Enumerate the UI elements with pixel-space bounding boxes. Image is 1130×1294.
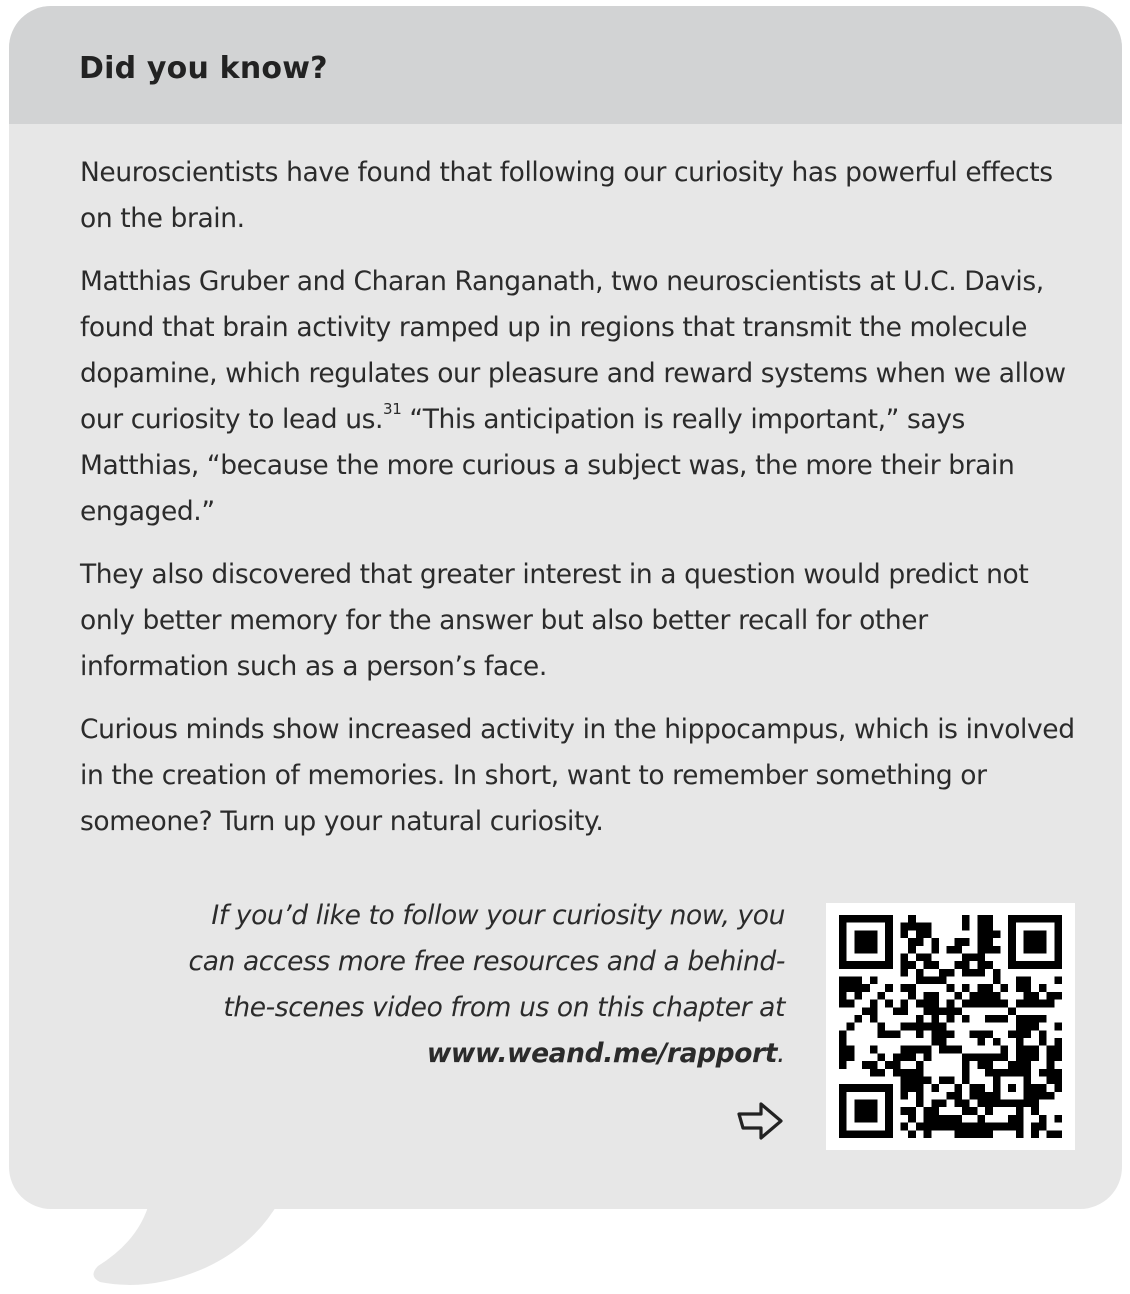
footnote-ref: 31 [383, 400, 402, 419]
right-arrow-icon [735, 1100, 785, 1142]
quote-text: “This anticipation is really important,” says Matthias, “because the more curious a subject was, the more their brain engaged.” [80, 404, 1015, 527]
callout-text: If you’d like to follow your curiosity now, you can access more free resources and a behind-the-scenes video from us on this chapter at [188, 900, 785, 1023]
paragraph-3: They also discovered that greater interest in a question would predict not only better memory for the answer but also better recall for other information such as a person’s face. [80, 559, 1029, 682]
paragraph-4: Curious minds show increased activity in the hippocampus, which is involved in the creation of memories. In short, want to remember something or someone? Turn up your natural curiosity. [80, 714, 1075, 837]
paragraph-2 [80, 259, 1080, 535]
paragraph-1: Neuroscientists have found that following our curiosity has powerful effects on the brain. [80, 157, 1053, 234]
box-title: Did you know? [79, 51, 328, 86]
body-text [80, 150, 1080, 862]
box-header [9, 6, 1122, 124]
qr-code[interactable] [826, 903, 1075, 1150]
qr-code-image [838, 915, 1063, 1138]
resources-link[interactable]: www.weand.me/rapport [426, 1038, 777, 1069]
resources-callout: If you’d like to follow your curiosity now, you can access more free resources and a behind-the-scenes video from us on this chapter at www.weand.me/rapport. [188, 900, 785, 1069]
paragraph-2-text: Matthias Gruber and Charan Ranganath, two neuroscientists at U.C. Davis, found that brain activity ramped up in regions that transmit the molecule dopamine, which regulates our pleasure and reward systems when we allow our curiosity to lead us. [80, 266, 1066, 435]
